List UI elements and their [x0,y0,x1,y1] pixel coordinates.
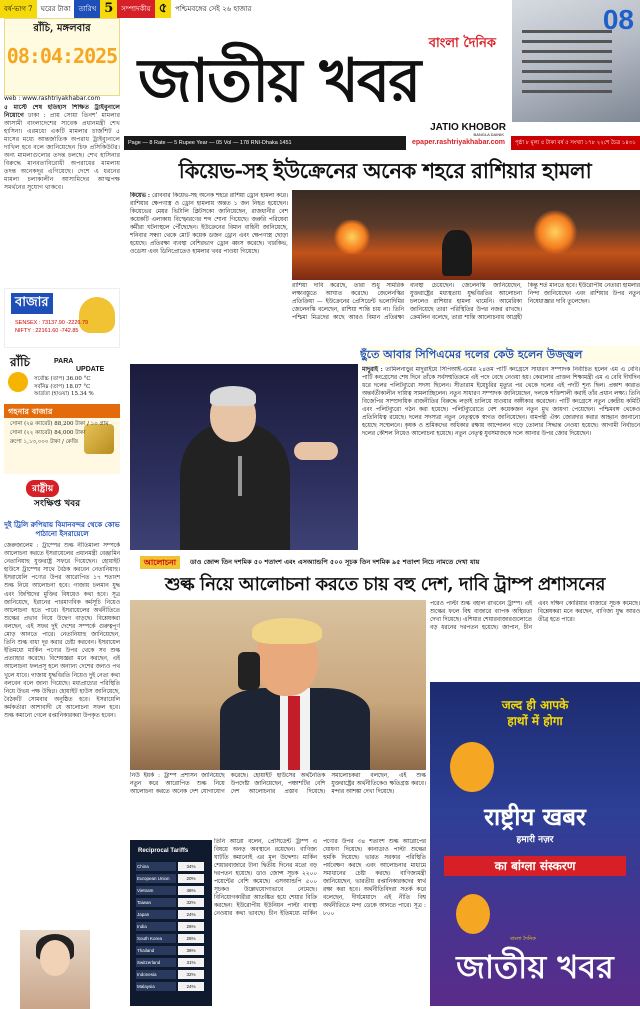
ticket-line [522,80,612,83]
tariff-value: 26% [178,922,204,931]
ticket-line [522,60,612,63]
tariff-value: 24% [178,910,204,919]
nifty-value: NIFTY : 22161.60 -742.85 [15,328,79,334]
ad-brand-sub: हमारी नज़र [516,835,554,845]
market-box [4,288,120,348]
top-strip-page-label: সম্পাদকীয় [117,0,154,18]
tariff-row [136,958,206,967]
brief-news-label: সংক্ষিপ্ত খবর [34,499,81,509]
market-indices [15,319,88,335]
weather-values [34,376,94,398]
tariff-value: 36% [178,946,204,955]
left-intro-lead: ৫ মাস্টে শেষ হতিহাস শিক্ষিত ট্রাইবুনালে নিয়োগে [4,104,120,119]
tariff-row [136,934,206,943]
speaker-hand [294,442,338,460]
kyiv-attack-photo [292,190,640,280]
firefighter-silhouette [442,230,472,276]
left-column-headline[interactable]: দুই ট্রিলি রুপিয়ায় বিমানবন্দর থেকে কোভ পাঠানো ইসরায়েলে [4,520,120,538]
main-story-lead [130,192,288,342]
tariff-row [136,874,206,883]
epaper-link[interactable]: epaper.rashtriyakhabar.com [406,136,511,150]
ad-mascot-icon [450,742,494,792]
tariff-country: South Korea [136,934,176,943]
tariff-country: Malaysia [136,982,176,991]
ticket-line [522,70,612,73]
tariff-row [136,886,206,895]
top-strip-date-num: 5 [100,0,117,18]
masthead-english-sub: BANGLA DAINIK [473,132,504,136]
second-dateline: মাদুরাই : [362,367,383,373]
tariff-value: 25% [178,934,204,943]
ticket-line [522,50,612,53]
humidity: আর্দ্রতা (হাওয়া) 15.34 % [34,391,94,397]
sun-icon [8,372,28,392]
gold-24k: সোনা (২৪ ক্যারেট) 88,200 টাকা / ১০ গ্রাম [10,421,109,427]
tariff-country: Taiwan [136,898,176,907]
ad-logo-sub: বাংলা দৈনিক [510,936,536,942]
day-label: রাঁচি, মঙ্গলবার [33,23,91,34]
weather-city: রাঁচি [10,355,30,369]
weather-box [4,350,120,398]
ticket-line [522,40,612,43]
national-label: রাষ্ট্রীয় [26,480,59,497]
tariff-row [136,922,206,931]
third-kicker: ডাও জোন্স তিন দশমিক ৫০ শতাংশ এবং এসঅ্যান্ডপি ৫০০ সূচক তিন দশমিক ৯৫ শতাংশ নিচে নামতে দেখা যায় [190,558,480,566]
tariff-country: China [136,862,176,871]
silver-rate: রুপো ১,১৩,০০০ টাকা / কেজি [10,439,79,445]
ad-banner: का बांग्ला संस्करण [444,856,626,876]
top-strip [0,0,510,18]
tariff-row [136,982,206,991]
lottery-ticket-photo [512,0,640,122]
tariff-country: Japan [136,910,176,919]
gold-market-title: গহনার বাজার [4,404,120,418]
phone-icon [238,652,260,690]
top-strip-year: বর্ষ-ভাগ 7 [0,0,37,18]
page-number: 08 [602,4,634,35]
third-right-text: পরেও পাল্টা শুল্ক বহাল রাখবেন ট্রাম্প। এই শুল্কের ফলে বিশ্ব বাজারে ব্যাপক অস্থিরতা দেখা দিয়েছে। এশিয়ার শেয়ারবাজারগুলোতে বড় ধরনের দরপতন হয়েছে। জাপান, চীন এবং দক্ষিণ কোরিয়ার বাজারে সূচক কমেছে। বিশ্লেষকরা মনে করছেন, বাণিজ্য যুদ্ধ আরও তীব্র হতে পারে। [430,601,640,631]
temp-min: সর্বনিম্ন (তাপ) 18.07 °C [34,383,91,390]
date-box [4,18,120,96]
portrait-face [40,940,70,976]
sensex-value: SENSEX : 73137.90 -2226.79 [15,320,89,326]
speaker-body [180,424,290,550]
tariff-country: Thailand [136,946,176,955]
speaker-photo [130,364,358,550]
tariff-row [136,970,206,979]
top-strip-page-num: ৫ [155,0,171,18]
gold-rates [10,420,108,447]
ad-line-2: हाथों में होगा [507,714,563,728]
advertisement[interactable] [430,682,640,1006]
third-mid-text: তিনি আরো বলেন, প্রেসিডেন্ট ট্রাম্প এ বিষয়ে অনড় অবস্থানে রয়েছেন। বাণিজ্য ঘাটতি কমানোই এর মূল উদ্দেশ্য। মার্কিন শেয়ারবাজারে টানা দ্বিতীয় দিনের মতো বড় দরপতন হয়েছে। ডাও জোন্স সূচক ২২০০ পয়েন্টের বেশি কমেছে। এসঅ্যান্ডপি ৫০০ সূচকও উল্লেখযোগ্যভাবে নেমেছে। বিনিয়োগকারীরা আতঙ্কিত হয়ে শেয়ার বিক্রি করছেন। ইউরোপীয় ইউনিয়ন পাল্টা ব্যবস্থা নেওয়ার কথা ভাবছে। চীন ইতিমধ্যে মার্কিন পণ্যের উপর ৩৪ শতাংশ শুল্ক আরোপের ঘোষণা দিয়েছে। কানাডাও পাল্টা শুল্কের হুমকি দিয়েছে। ভারত সরকার পরিস্থিতি পর্যবেক্ষণ করছে এবং আলোচনার মাধ্যমে সমাধানের চেষ্টা করছে। বাণিজ্যমন্ত্রী জানিয়েছেন, ভারতীয় রপ্তানিকারকদের স্বার্থ রক্ষা করা হবে। অর্থনীতিবিদরা সতর্ক করে বলেছেন, দীর্ঘমেয়াদে এই নীতি বিশ্ব অর্থনীতিতে মন্দা ডেকে আনতে পারে। সূত্র : ৮০০ [214,839,426,917]
gold-22k: সোনা (২২ ক্যারেট) 84,000 টাকা [10,430,86,436]
discussion-tag: আলোচনা [140,556,180,569]
ticket-line [522,30,612,33]
second-story-body [362,366,640,550]
info-bar-dates: পৃষ্ঠা ৮ মূল্য ৫ টাকা বর্ষ ৫ সংখ্যা ১৭৮ ২২শে চৈত্র ১৪৩১ [511,136,640,150]
left-column-body: জেরুজালেম : ট্রাম্পের শুল্ক নীতিমালা সম্পর্কে আলোচনা করতে ইসরায়েলের প্রধানমন্ত্রী বেঞ্জামিন নেতানিয়াহু যুক্তরাষ্ট্র সফরে গিয়েছেন। হোয়াইট হাউসে ট্রাম্পের সাথে বৈঠক করবেন নেতানিয়াহু। ইসরায়েলি পণ্যের উপর আরোপিত ১৭ শতাংশ শুল্ক নিয়ে আলোচনা হবে। গাজায় চলমান যুদ্ধ এবং জিম্মিদের মুক্তির বিষয়েও কথা হবে। সূত্র জানিয়েছে, ইরানের পারমাণবিক কর্মসূচি নিয়েও আলোচনা হতে পারে। ইসরায়েলের অর্থনীতিতে শুল্কের প্রভাব নিয়ে উদ্বেগ বাড়ছে। বিশ্লেষকরা বলছেন, এই সফর দুই দেশের সম্পর্কে গুরুত্বপূর্ণ মোড় আনতে পারে। নেতানিয়াহু জানিয়েছেন, তিনি শুল্ক বাধা দূর করার চেষ্টা করবেন। ইসরায়েল ইতিমধ্যে মার্কিন পণ্যের উপর থেকে সব শুল্ক প্রত্যাহার করেছে। বিশেষজ্ঞরা মনে করছেন, এই আলোচনা ফলপ্রসূ হলে অন্যান্য দেশের জন্যও পথ খুলে যাবে। গাজায় যুদ্ধবিরতি নিয়েও দুই নেতা কথা বলবেন বলে জানা গিয়েছে। মধ্যপ্রাচ্যের পরিস্থিতি নিয়ে উভয় পক্ষ উদ্বিগ্ন। হোয়াইট হাউস জানিয়েছে, বৈঠকটি সোমবার অনুষ্ঠিত হবে। ইসরায়েলি কর্মকর্তারা আশাবাদী যে আলোচনা সফল হবে। শুল্ক কমানো গেলে রপ্তানিকারকরা উপকৃত হবেন। [4,543,120,719]
speaker-hair [210,386,256,406]
second-headline[interactable]: ছুঁতে আবার সিপিএমের দলের কেউ হলেন উজ্জ্বল [360,346,640,364]
tie-shape [288,696,300,770]
main-story-dateline: কিয়েভ : [130,193,151,199]
tariff-value: 32% [178,898,204,907]
tariff-country: Switzerland [136,958,176,967]
masthead-subtitle: বাংলা দৈনিক [428,36,496,51]
microphone-icon [238,456,242,496]
tariff-value: 34% [178,862,204,871]
info-bar [124,136,640,150]
tariff-value: 20% [178,874,204,883]
top-strip-date-label: তারিখ [74,0,100,18]
third-headline[interactable]: শুল্ক নিয়ে আলোচনা করতে চায় বহু দেশ, দাবি ট্রাম্প প্রশাসনের [164,574,605,595]
tariff-country: Vietnam [136,886,176,895]
tariff-country: Indonesia [136,970,176,979]
masthead-english: JATIO KHOBOR [430,122,506,133]
top-strip-price: ঘরের টাকা [37,0,75,18]
date-display: 08:04:2025 [6,44,118,68]
fire-shape [332,220,372,254]
weather-update-label: UPDATE [76,366,105,373]
left-intro-article [4,104,120,284]
third-columns: নিউ ইয়র্ক : ট্রাম্প প্রশাসন জানিয়েছে নতুন করে আরোপিত শুল্ক নিয়ে আলোচনা করতে অনেক দেশ যোগাযোগ করেছে। হোয়াইট হাউসের অর্থনৈতিক উপদেষ্টা জানিয়েছেন, পঞ্চাশটির বেশি দেশ আলোচনার প্রস্তাব দিয়েছে। সমালোচকরা বলছেন, এই শুল্ক যুক্তরাষ্ট্রের অর্থনীতিকেও ক্ষতিগ্রস্ত করবে। মন্দার আশঙ্কা দেখা দিয়েছে। [130,773,426,795]
masthead-title: জাতীয় খবর [138,46,420,116]
tariff-row [136,946,206,955]
tariff-row [136,898,206,907]
ticket-line [522,90,612,93]
ad-line-1: जल्द ही आपके [501,698,569,712]
fire-shape [532,210,578,254]
tariff-value: 24% [178,982,204,991]
main-story-columns: রাশিয়া দাবি করেছে, তারা শুধু সামরিক লক্ষ্যবস্তুতে আঘাত করেছে। জেলেনস্কির প্রতিক্রিয়া — ইউক্রেনের প্রেসিডেন্ট ভলোদিমির জেলেনস্কি বলেছেন, রাশিয়া শান্তি চায় না। তিনি পশ্চিমা মিত্রদের কাছে আরও বিমান প্রতিরক্ষা ব্যবস্থা চেয়েছেন। জেলেনস্কি জানিয়েছেন, যুক্তরাষ্ট্রের মধ্যস্থতায় যুদ্ধবিরতির আলোচনা চললেও রাশিয়ার হামলা থামেনি। আমেরিকা জানিয়েছে তারা পরিস্থিতির উপর নজর রাখছে। ক্রেমলিন বলেছে, তারা শান্তি আলোচনায় আগ্রহী কিন্তু শর্ত মানতে হবে। ইউরোপীয় নেতারা হামলার নিন্দা জানিয়েছেন এবং রাশিয়ার উপর নতুন নিষেধাজ্ঞার দাবি তুলেছেন। [292,283,640,321]
weather-para-label: PARA [54,358,74,365]
tariff-row [136,862,206,871]
left-intro-text: ঢাকা : প্রায় সোয়া তিনশ' মামলার আসামী বাংলাদেশের সাবেক প্রধানমন্ত্রী শেখ হাসিনা। এরমধ্যে একটি মামলার চার্জশিট ৫ মাসের মধ্যে আন্তর্জাতিক অপরাধ ট্রাইব্যুনালে দাখিল হবে বলে জানিয়েছেন চিফ প্রসিকিউটর। অন্য মামলাগুলোর তদন্ত চলছে। শেখ হাসিনার বিরুদ্ধে মানবতাবিরোধী অপরাধের মামলায় তদন্ত অনেকদূর এগিয়েছে। দেশে এ ধরনের মামলা চলাকালীন আসামিদের আত্মপক্ষ সমর্থনের সুযোগ থাকবে। [4,112,120,191]
national-brief-header [4,478,120,518]
gold-market-box [4,404,120,474]
tariff-title: Reciprocal Tariffs [138,848,189,854]
tariff-chart-photo [130,840,212,1006]
main-headline[interactable]: কিয়েভ-সহ ইউক্রেনের অনেক শহরে রাশিয়ার হামলা [178,158,592,183]
tariff-value: 32% [178,970,204,979]
tariff-row [136,910,206,919]
tariff-country: European Union [136,874,176,883]
website-url[interactable]: web : www.rashtriyakhabar.com [4,95,101,102]
tariff-country: India [136,922,176,931]
temp-max: সর্বোচ্চ (তাপ) 36.00 °C [34,376,91,382]
ad-brand: राष्ट्रीय खबर [484,802,586,831]
market-label: বাজার [11,293,53,314]
hair-shape [252,618,322,644]
main-story-lead-text: রোববার কিয়েভ-সহ অনেক শহরে রাশিয়া ড্রোন হামলা করে। রাশিয়ার ক্ষেপণাস্ত্র ও ড্রোন হামলায় অন্তত ১ জন নিহত হয়েছেন। কিয়েভের মেয়র ভিটালি ক্লিটসকো জানিয়েছেন, রাজধানীর বেশ কয়েকটি এলাকায় বিস্ফোরণের শব্দ শোনা গিয়েছে। জরুরি পরিষেবা কর্মীরা ঘটনাস্থলে পৌঁছেছেন। ইউক্রেনের বিমান বাহিনী জানিয়েছে, শনিবার সন্ধ্যা থেকে মোট কয়েক ডজন ড্রোন এবং ক্ষেপণাস্ত্র ছোড়া হয়েছে। প্রতিরক্ষা ব্যবস্থা বেশিরভাগ ড্রোন ধ্বংস করেছে। খারকিভ, ওডেসা এবং ডিনিপ্রোতেও হামলার খবর পাওয়া গিয়েছে। [130,193,288,255]
tariff-value: 46% [178,886,204,895]
masthead [124,18,510,136]
ad-logo: জাতীয় খবর [456,948,614,986]
trump-phone-photo [130,600,426,770]
portrait-photo [20,930,90,1009]
top-strip-extra: পশ্চিমবঙ্গের সেই ২৬ হাজার [171,0,255,18]
info-bar-meta: Page — 8 Rate — 5 Rupee Year — 05 Vol — 178 RNI-Dhaka 1451 [128,140,292,146]
tariff-value: 31% [178,958,204,967]
second-body-text: তামিলনাড়ুর মাদুরাইয়ে সিপিআই-এমের ২৪তম পার্টি কংগ্রেসে সাধারণ সম্পাদক নির্বাচিত হলেন এম এ বেবি। পার্টি কংগ্রেসের শেষ দিনে তাঁকে সর্বসম্মতিক্রমে এই পদে বেছে নেওয়া হয়। কেরালার প্রাক্তন শিক্ষামন্ত্রী এম এ বেবি দীর্ঘদিন ধরে দলের পলিটব্যুরো সদস্য ছিলেন। সীতারাম ইয়েচুরির মৃত্যুর পর থেকে দলের এই পদটি শূন্য ছিল। প্রকাশ কারাত অন্তর্বর্তীকালীন দায়িত্ব সামলাচ্ছিলেন। নতুন সাধারণ সম্পাদক জানিয়েছেন, দলকে শক্তিশালী করাই তাঁর প্রধান লক্ষ্য। তিনি বিজেপির সাম্প্রদায়িক রাজনীতির বিরুদ্ধে লড়াই চালিয়ে যাওয়ার অঙ্গীকার করেছেন। পার্টি কংগ্রেসে নতুন কেন্দ্রীয় কমিটি এবং পলিটব্যুরো গঠন করা হয়েছে। পলিটব্যুরোতে বেশ কয়েকজন নতুন মুখ জায়গা পেয়েছেন। পশ্চিমবঙ্গ থেকেও প্রতিনিধিত্ব রয়েছে। দলের সদস্যরা নতুন নেতৃত্বকে স্বাগত জানিয়েছেন। বামপন্থী ঐক্য জোরদার করার আহ্বান জানানো হয়েছে সম্মেলনে। কৃষক ও শ্রমিকদের অধিকার রক্ষায় আন্দোলন গড়ে তোলার সিদ্ধান্ত নেওয়া হয়েছে। আগামী নির্বাচনে দলের কৌশল নিয়েও আলোচনা হয়েছে। নতুন নেতৃত্ব যুবসমাজকে দলে আনার উপর জোর দিয়েছেন। [362,367,640,437]
ad-mascot-icon [456,894,490,934]
